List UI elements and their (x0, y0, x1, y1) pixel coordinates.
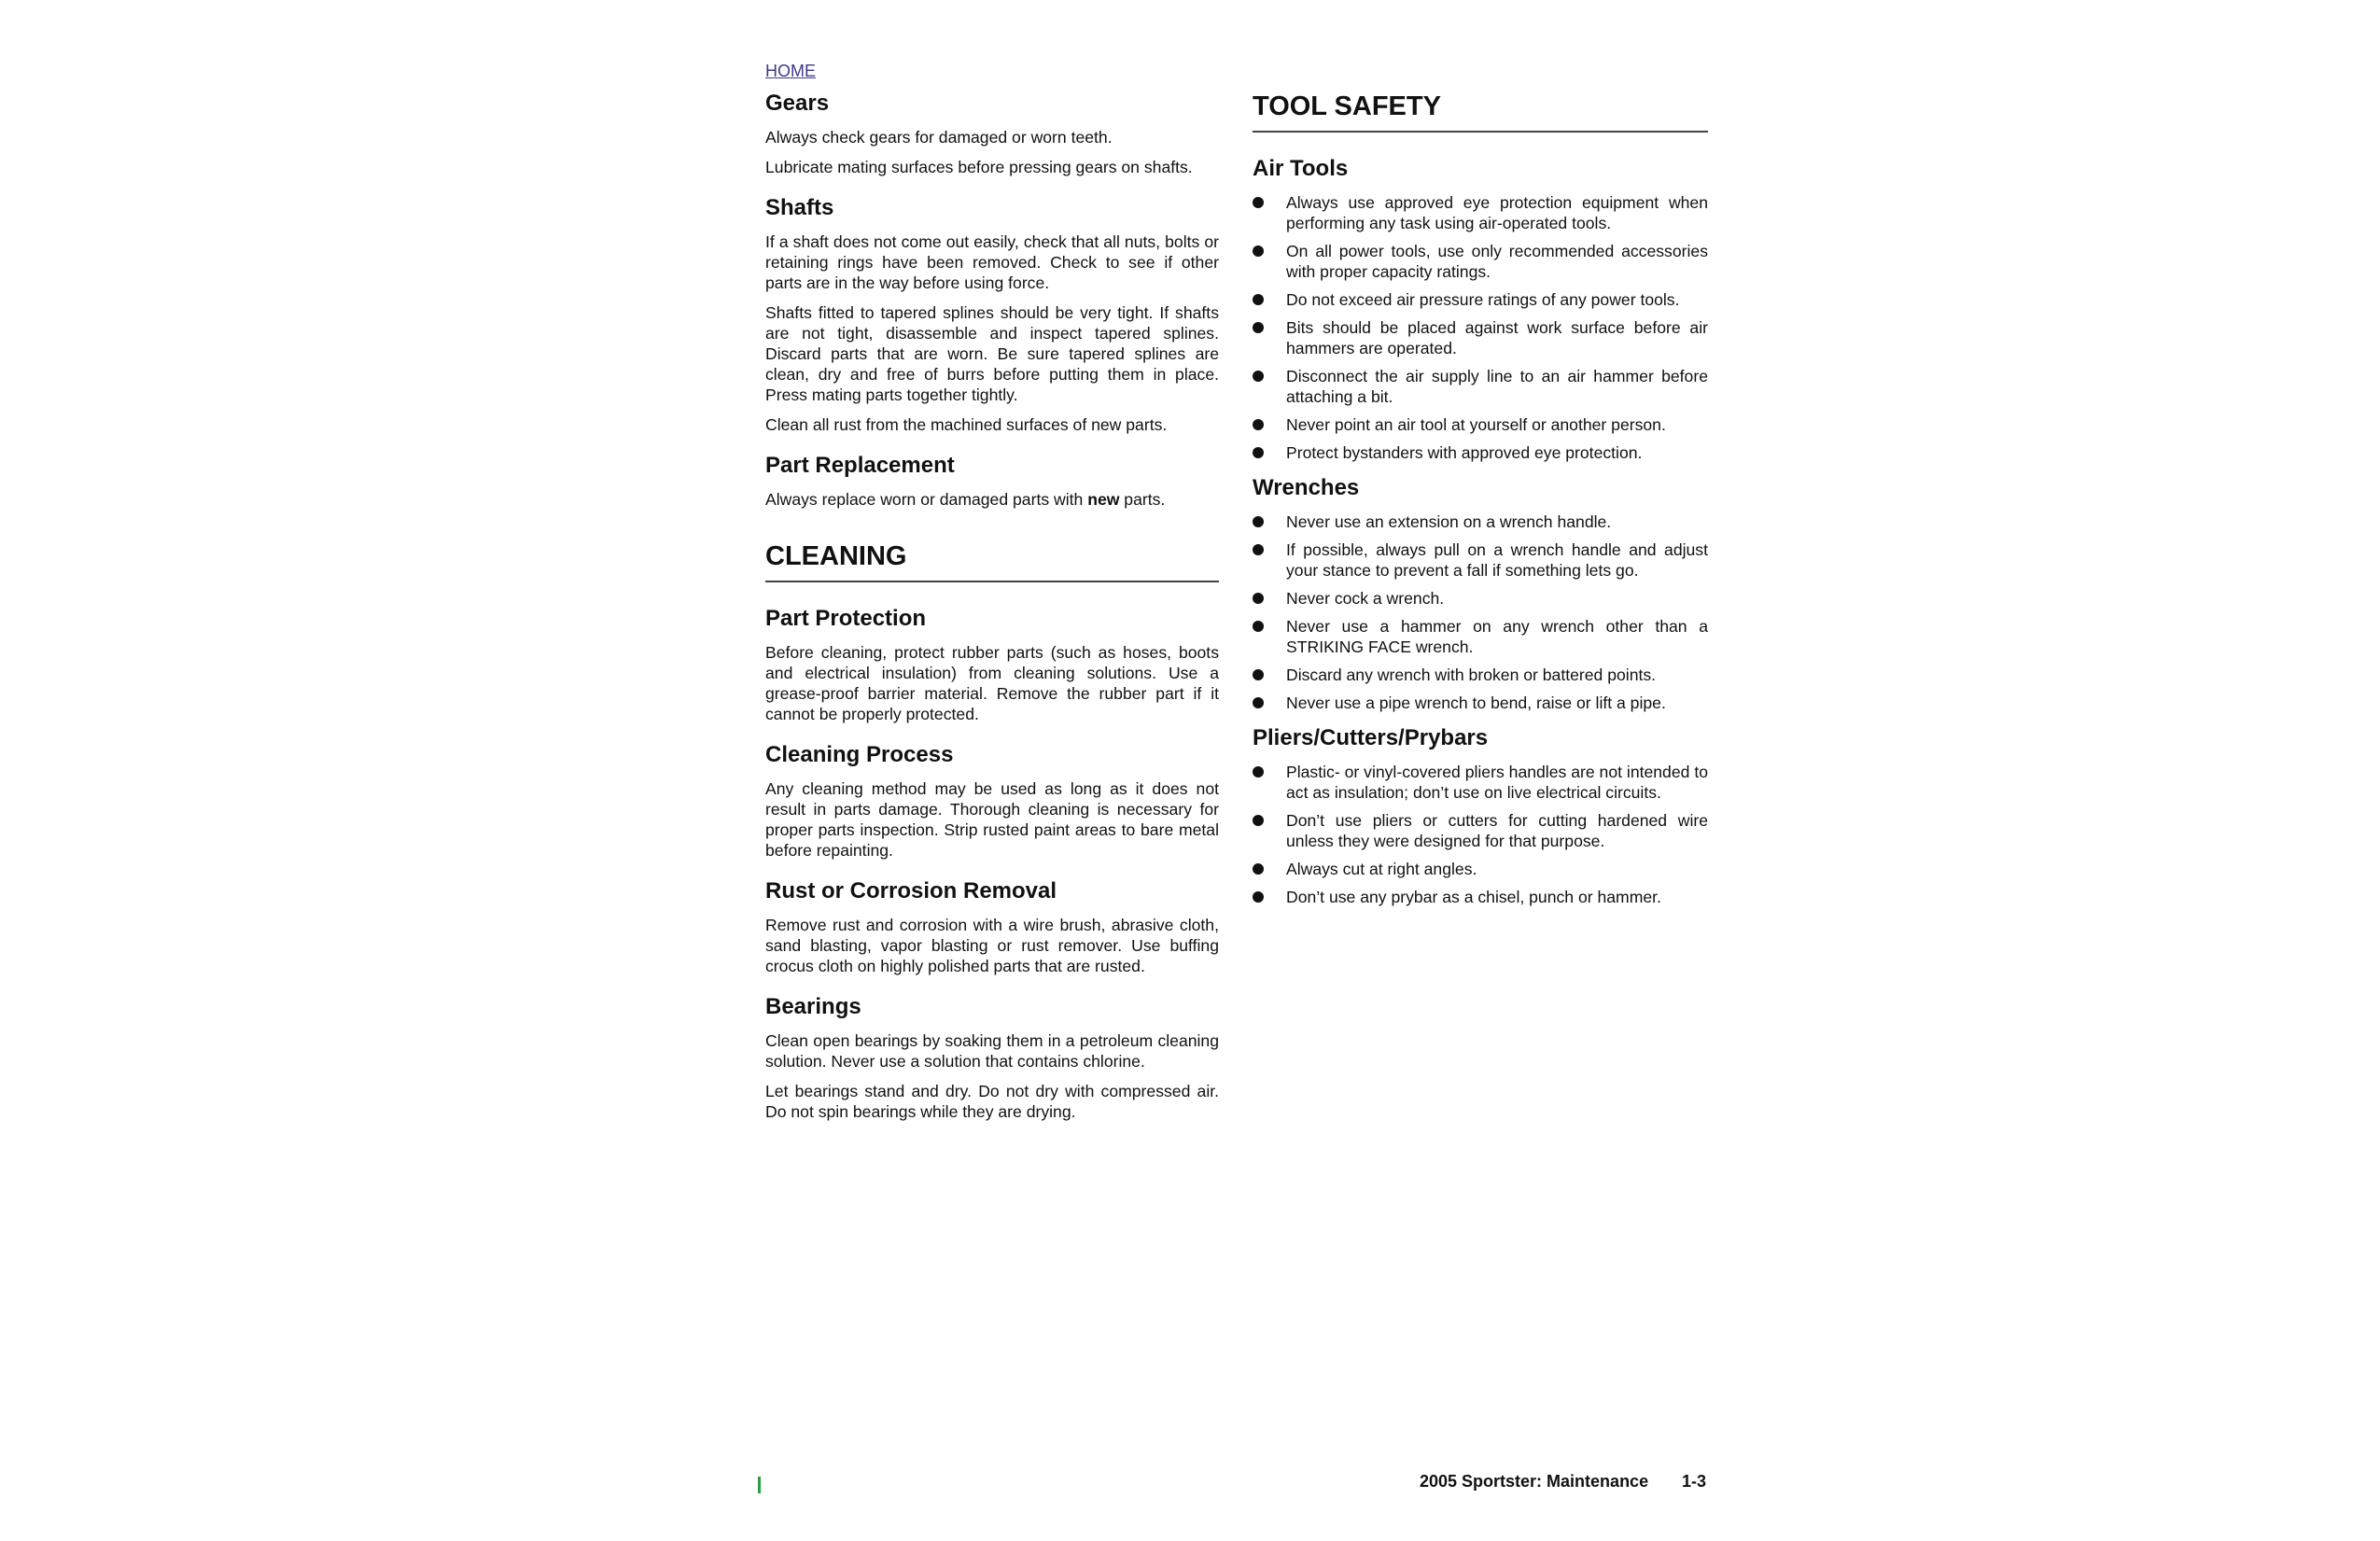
bullet-icon (1253, 891, 1264, 903)
shafts-heading: Shafts (765, 195, 834, 220)
wrenches-heading: Wrenches (1253, 475, 1360, 500)
list-item (1253, 414, 1708, 435)
list-item-text: Never use a pipe wrench to bend, raise or lift a pipe. (1286, 693, 1666, 712)
part-protection-paragraph: Before cleaning, protect rubber parts (such as hoses, boots and electrical insulation) from cleaning solutions. Use a grease-proof barrier material. Remove the rubber part if it cannot be properly protected. (765, 643, 1219, 723)
pliers-heading: Pliers/Cutters/Prybars (1253, 725, 1489, 750)
part-replacement-text-before: Always replace worn or damaged parts with (765, 490, 1088, 509)
list-item (1253, 366, 1708, 407)
tool-safety-heading: TOOL SAFETY (1253, 91, 1441, 121)
gears-heading: Gears (765, 91, 830, 116)
list-item-text: Disconnect the air supply line to an air hammer before attaching a bit. (1286, 367, 1708, 406)
home-link[interactable]: HOME (765, 62, 816, 80)
bullet-icon (1253, 766, 1264, 778)
wrenches-list (1253, 511, 1708, 713)
bullet-icon (1253, 419, 1264, 430)
bullet-icon (1253, 621, 1264, 632)
air-tools-heading: Air Tools (1253, 156, 1349, 181)
bullet-icon (1253, 697, 1264, 708)
list-item (1253, 192, 1708, 233)
bearings-heading: Bearings (765, 994, 861, 1019)
cleaning-process-heading: Cleaning Process (765, 742, 954, 767)
bullet-icon (1253, 544, 1264, 555)
part-protection-heading: Part Protection (765, 606, 927, 631)
list-item-text: Never point an air tool at yourself or another person. (1286, 415, 1666, 434)
list-item-text: Do not exceed air pressure ratings of any power tools. (1286, 290, 1680, 309)
list-item (1253, 887, 1708, 907)
list-item-text: Protect bystanders with approved eye protection. (1286, 443, 1643, 462)
list-item (1253, 317, 1708, 358)
bullet-icon (1253, 197, 1264, 208)
list-item (1253, 616, 1708, 657)
rust-removal-paragraph: Remove rust and corrosion with a wire brush, abrasive cloth, sand blasting, vapor blasting or rust remover. Use buffing crocus cloth on highly polished parts that are rusted. (765, 916, 1219, 975)
list-item-text: Never use an extension on a wrench handle. (1286, 512, 1612, 531)
list-item-text: Discard any wrench with broken or battered points. (1286, 665, 1657, 684)
rust-removal-heading: Rust or Corrosion Removal (765, 878, 1057, 904)
pliers-list (1253, 762, 1708, 907)
bullet-icon (1253, 516, 1264, 527)
list-item-text: On all power tools, use only recommended accessories with proper capacity ratings. (1286, 242, 1708, 281)
list-item-text: Never cock a wrench. (1286, 589, 1445, 608)
bullet-icon (1253, 322, 1264, 333)
list-item (1253, 539, 1708, 581)
shafts-paragraph-3: Clean all rust from the machined surfaces of new parts. (765, 415, 1168, 434)
part-replacement-bold: new (1087, 490, 1120, 509)
list-item (1253, 762, 1708, 803)
part-replacement-paragraph (765, 489, 1219, 510)
list-item (1253, 442, 1708, 463)
cleaning-process-paragraph: Any cleaning method may be used as long as it does not result in parts damage. Thorough cleaning is necessary for proper parts inspection. Strip rusted paint areas to bare metal before repainting. (765, 779, 1219, 860)
change-bar (758, 1477, 761, 1493)
list-item (1253, 693, 1708, 713)
part-replacement-text-after: parts. (1119, 490, 1166, 509)
list-item-text: If possible, always pull on a wrench handle and adjust your stance to prevent a fall if something lets go. (1286, 540, 1708, 580)
list-item-text: Don’t use pliers or cutters for cutting hardened wire unless they were designed for that purpose. (1286, 811, 1708, 850)
page-number: 1-3 (1682, 1472, 1707, 1491)
bullet-icon (1253, 863, 1264, 875)
air-tools-list (1253, 192, 1708, 463)
bullet-icon (1253, 294, 1264, 305)
list-item (1253, 241, 1708, 282)
bullet-icon (1253, 371, 1264, 382)
bearings-paragraph-2: Let bearings stand and dry. Do not dry with compressed air. Do not spin bearings while they are drying. (765, 1082, 1219, 1121)
list-item (1253, 665, 1708, 685)
cleaning-heading: CLEANING (765, 541, 907, 571)
bullet-icon (1253, 815, 1264, 826)
right-column (1253, 90, 1708, 918)
list-item (1253, 588, 1708, 609)
bullet-icon (1253, 447, 1264, 458)
gears-paragraph-1: Always check gears for damaged or worn teeth. (765, 128, 1113, 147)
left-column (765, 90, 1219, 1131)
list-item (1253, 511, 1708, 532)
list-item-text: Always use approved eye protection equipment when performing any task using air-operated tools. (1286, 193, 1708, 232)
shafts-paragraph-2: Shafts fitted to tapered splines should be very tight. If shafts are not tight, disassemble and inspect tapered splines. Discard parts that are worn. Be sure tapered splines are clean, dry and free of burrs before putting them in place. Press mating parts together tightly. (765, 303, 1219, 404)
list-item-text: Plastic- or vinyl-covered pliers handles are not intended to act as insulation; don’t use on live electrical circuits. (1286, 763, 1708, 802)
part-replacement-heading: Part Replacement (765, 453, 955, 478)
list-item (1253, 810, 1708, 851)
tool-safety-divider (1253, 131, 1708, 133)
gears-paragraph-2: Lubricate mating surfaces before pressing gears on shafts. (765, 158, 1193, 176)
list-item-text: Bits should be placed against work surface before air hammers are operated. (1286, 318, 1708, 357)
list-item (1253, 289, 1708, 310)
bullet-icon (1253, 245, 1264, 257)
list-item (1253, 859, 1708, 879)
cleaning-divider (765, 581, 1219, 582)
bullet-icon (1253, 593, 1264, 604)
list-item-text: Never use a hammer on any wrench other than a STRIKING FACE wrench. (1286, 617, 1708, 656)
list-item-text: Don’t use any prybar as a chisel, punch or hammer. (1286, 888, 1661, 906)
shafts-paragraph-1: If a shaft does not come out easily, check that all nuts, bolts or retaining rings have been removed. Check to see if other parts are in the way before using force. (765, 232, 1219, 292)
bearings-paragraph-1: Clean open bearings by soaking them in a petroleum cleaning solution. Never use a solution that contains chlorine. (765, 1031, 1219, 1071)
footer-title: 2005 Sportster: Maintenance (1420, 1472, 1649, 1491)
list-item-text: Always cut at right angles. (1286, 860, 1477, 878)
bullet-icon (1253, 669, 1264, 680)
